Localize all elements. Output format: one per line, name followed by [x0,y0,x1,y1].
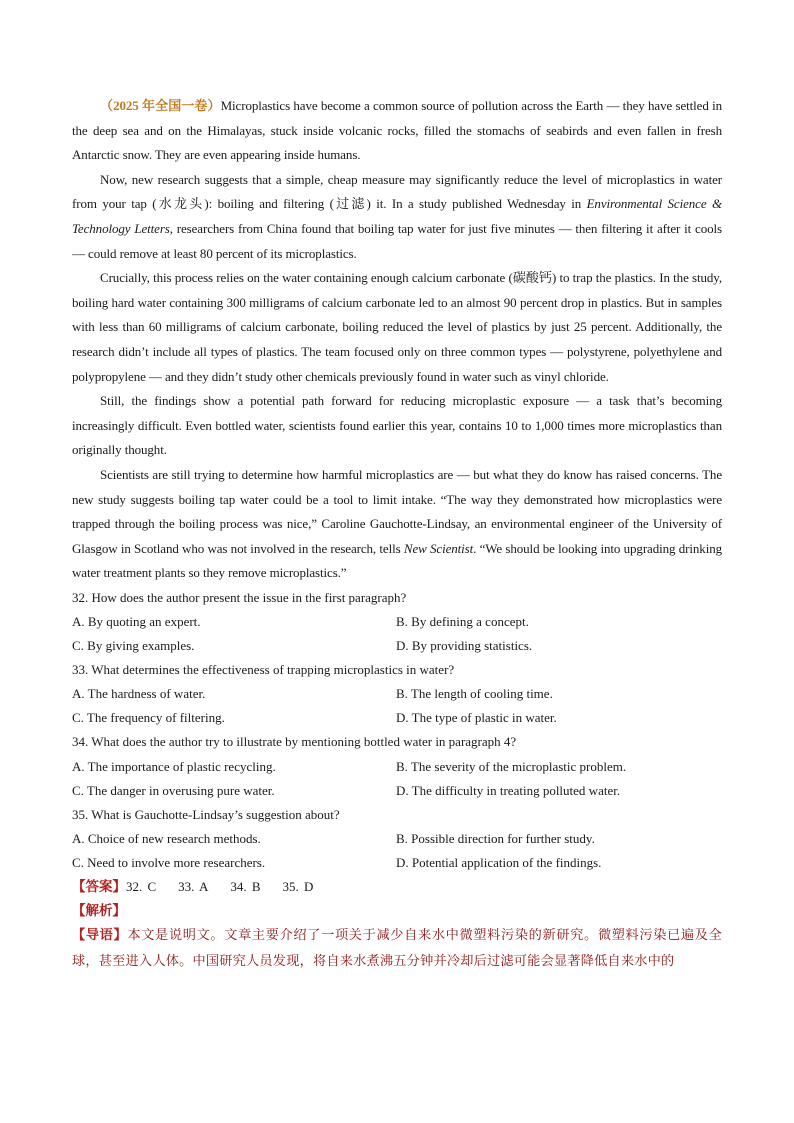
answer-label: 【答案】 [72,879,126,895]
document-page [72,94,722,975]
answer-34: 34. B [230,879,261,894]
option-d: D. The type of plastic in water. [396,710,557,726]
option-b: B. The severity of the microplastic problem. [396,758,627,774]
answer-33: 33. A [178,879,209,894]
passage-paragraph-2 [72,168,722,266]
magazine-title: New Scientist [403,540,474,556]
option-a: A. By quoting an expert. [72,613,201,629]
guide-text: 本文是说明文。文章主要介绍了一项关于减少自来水中微塑料污染的新研究。微塑料污染已遍及全球，甚至进入人体。中国研究人员发现，将自来水煮沸五分钟并冷却后过滤可能会显著降低自来水中的 [72,928,722,969]
option-a: A. The hardness of water. [72,686,206,702]
answer-32: 32. C [126,879,157,894]
passage-paragraph-1 [72,94,722,168]
answer-line [72,875,722,899]
guide-paragraph [72,923,722,975]
options-grid [72,682,722,730]
paragraph-1-text: Microplastics have become a common source of pollution across the Earth — they have settled in the deep sea and on the Himalayas, stuck inside volcanic rocks, filled the stomachs of seabirds and even fallen in fresh Antarctic snow. They are even appearing inside humans. [72,98,722,163]
question-stem: 34. What does the author try to illustrate by mentioning bottled water in paragraph 4? [72,734,517,750]
question-33 [72,658,722,730]
question-stem: 33. What determines the effectiveness of trapping microplastics in water? [72,662,455,678]
option-b: B. By defining a concept. [396,613,529,629]
answer-values [126,879,335,894]
question-32 [72,586,722,658]
option-c: C. The danger in overusing pure water. [72,782,275,798]
options-grid [72,610,722,658]
source-tag: （2025 年全国一卷） [100,98,221,113]
option-a: A. The importance of plastic recycling. [72,758,276,774]
passage-paragraph-4: Still, the findings show a potential path forward for reducing microplastic exposure — a task that’s becoming increasingly difficult. Even bottled water, scientists found earlier this year, contains 10 to 1,000 times more microplastics than originally thought. [72,393,722,458]
options-grid [72,755,722,803]
option-d: D. Potential application of the findings. [396,854,602,870]
paragraph-2-text-b: , researchers from China found that boiling tap water for just five minutes — then filtering it after it cools — could remove at least 80 percent of its microplastics. [72,220,722,261]
option-c: C. By giving examples. [72,638,195,654]
paragraph-2-text-a: Now, new research suggests that a simple, cheap measure may significantly reduce the level of microplastics in water from your tap (水龙头): boiling and filtering (过滤) it. In a study published Wednesday in [72,171,722,212]
question-34 [72,730,722,802]
option-b: B. The length of cooling time. [396,686,553,702]
passage-paragraph-3: Crucially, this process relies on the water containing enough calcium carbonate (碳酸钙) to trap the plastics. In the study, boiling hard water containing 300 milligrams of calcium carbonate led to an almost 90 percent drop in plastics. But in samples with less than 60 milligrams of calcium carbonate, boiling reduced the level of plastics by just 25 percent. Additionally, the research didn’t include all types of plastics. The team focused only on three common types — polystyrene, polyethylene and polypropylene — and they didn’t study other chemicals previously found in water such as vinyl chloride. [72,270,722,384]
option-b: B. Possible direction for further study. [396,830,595,846]
option-d: D. By providing statistics. [396,638,533,654]
options-grid [72,827,722,875]
question-35 [72,803,722,875]
option-d: D. The difficulty in treating polluted water. [396,782,621,798]
passage-paragraph-5 [72,463,722,586]
answer-35: 35. D [282,879,314,894]
question-stem: 32. How does the author present the issue in the first paragraph? [72,589,407,605]
option-c: C. The frequency of filtering. [72,710,225,726]
journal-title: Environmental Science & Technology Letters [72,196,722,236]
option-a: A. Choice of new research methods. [72,830,261,846]
guide-label: 【导语】 [72,928,128,943]
option-c: C. Need to involve more researchers. [72,854,266,870]
analysis-label: 【解析】 [72,903,126,919]
question-stem: 35. What is Gauchotte-Lindsay’s suggestion about? [72,806,340,822]
paragraph-5-text-a: Scientists are still trying to determine how harmful microplastics are — but what they do know has raised concerns. The new study suggests boiling tap water could be a tool to limit intake. “The way they demonstrated how microplastics were trapped through the boiling process was nice,” Caroline Gauchotte-Lindsay, an environmental engineer of the University of Glasgow in Scotland who was not involved in the research, tells [72,466,722,556]
paragraph-5-text-b: . “We should be looking into upgrading drinking water treatment plants so they remove microplastics.” [72,540,723,581]
